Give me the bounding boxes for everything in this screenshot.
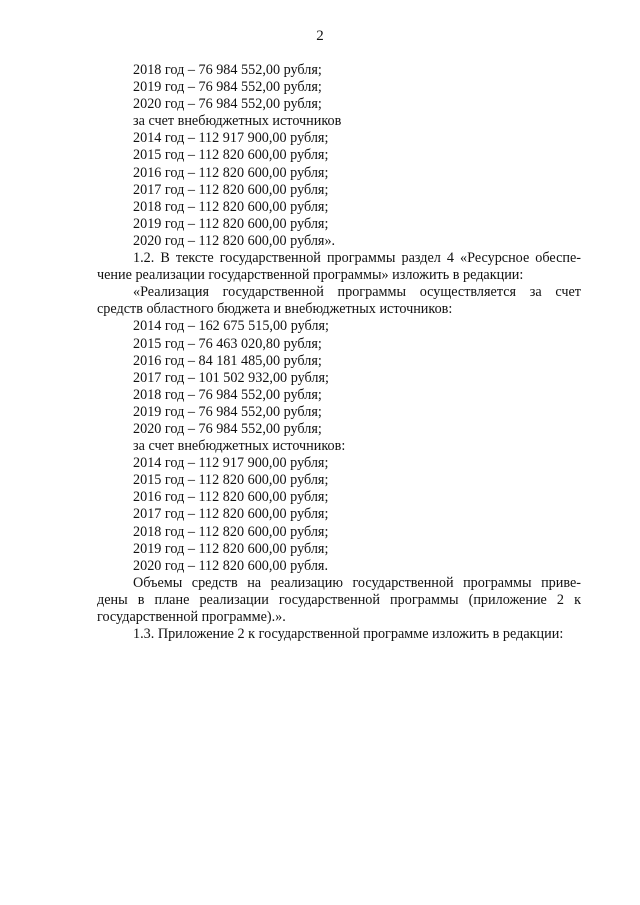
list-item: 2018 год – 76 984 552,00 рубля; [133, 386, 322, 403]
paragraph-volumes [97, 575, 581, 626]
paragraph-line: Объемы средств на реализацию государственной программы приве- [133, 574, 581, 591]
list-item: 2017 год – 101 502 932,00 рубля; [133, 369, 329, 386]
paragraph-quote [97, 284, 581, 318]
list-item: 2016 год – 112 820 600,00 рубля; [133, 489, 329, 506]
paragraph-1-3: 1.3. Приложение 2 к государственной программе изложить в редакции: [133, 626, 564, 643]
list-item: 2020 год – 112 820 600,00 рубля. [133, 557, 329, 574]
paragraph-line: дены в плане реализации государственной программы (приложение 2 к [97, 591, 581, 608]
funding-list-continued [97, 62, 581, 250]
paragraph-1-2 [97, 250, 581, 284]
list-item: 2016 год – 112 820 600,00 рубля; [133, 164, 329, 181]
list-item: 2020 год – 76 984 552,00 рубля; [133, 420, 322, 437]
list-item: 2015 год – 76 463 020,80 рубля; [133, 335, 322, 352]
list-item: 2015 год – 112 820 600,00 рубля; [133, 472, 329, 489]
list-subheading: за счет внебюджетных источников [133, 113, 342, 130]
paragraph-line: «Реализация государственной программы осуществляется за счет [133, 284, 581, 301]
funding-list [97, 318, 581, 574]
list-item: 2020 год – 112 820 600,00 рубля». [133, 232, 336, 249]
list-item: 2014 год – 112 917 900,00 рубля; [133, 130, 329, 147]
paragraph-line: государственной программе).». [97, 609, 286, 625]
list-item: 2019 год – 112 820 600,00 рубля; [133, 540, 329, 557]
list-item: 2017 год – 112 820 600,00 рубля; [133, 506, 329, 523]
list-item: 2015 год – 112 820 600,00 рубля; [133, 147, 329, 164]
document-body [97, 62, 581, 643]
list-item: 2018 год – 76 984 552,00 рубля; [133, 62, 322, 78]
list-item: 2019 год – 76 984 552,00 рубля; [133, 79, 322, 96]
list-item: 2017 год – 112 820 600,00 рубля; [133, 181, 329, 198]
list-item: 2019 год – 76 984 552,00 рубля; [133, 403, 322, 420]
list-item: 2018 год – 112 820 600,00 рубля; [133, 523, 329, 540]
paragraph-line: чение реализации государственной программы» изложить в редакции: [97, 267, 524, 284]
list-item: 2016 год – 84 181 485,00 рубля; [133, 352, 322, 369]
paragraph-line: средств областного бюджета и внебюджетных источников: [97, 301, 453, 318]
list-item: 2014 год – 162 675 515,00 рубля; [133, 318, 329, 335]
list-item: 2020 год – 76 984 552,00 рубля; [133, 96, 322, 113]
list-subheading: за счет внебюджетных источников: [133, 438, 346, 455]
paragraph-line: 1.2. В тексте государственной программы раздел 4 «Ресурсное обеспе- [133, 250, 581, 267]
list-item: 2014 год – 112 917 900,00 рубля; [133, 455, 329, 472]
list-item: 2018 год – 112 820 600,00 рубля; [133, 198, 329, 215]
list-item: 2019 год – 112 820 600,00 рубля; [133, 215, 329, 232]
page-number: 2 [316, 28, 324, 44]
